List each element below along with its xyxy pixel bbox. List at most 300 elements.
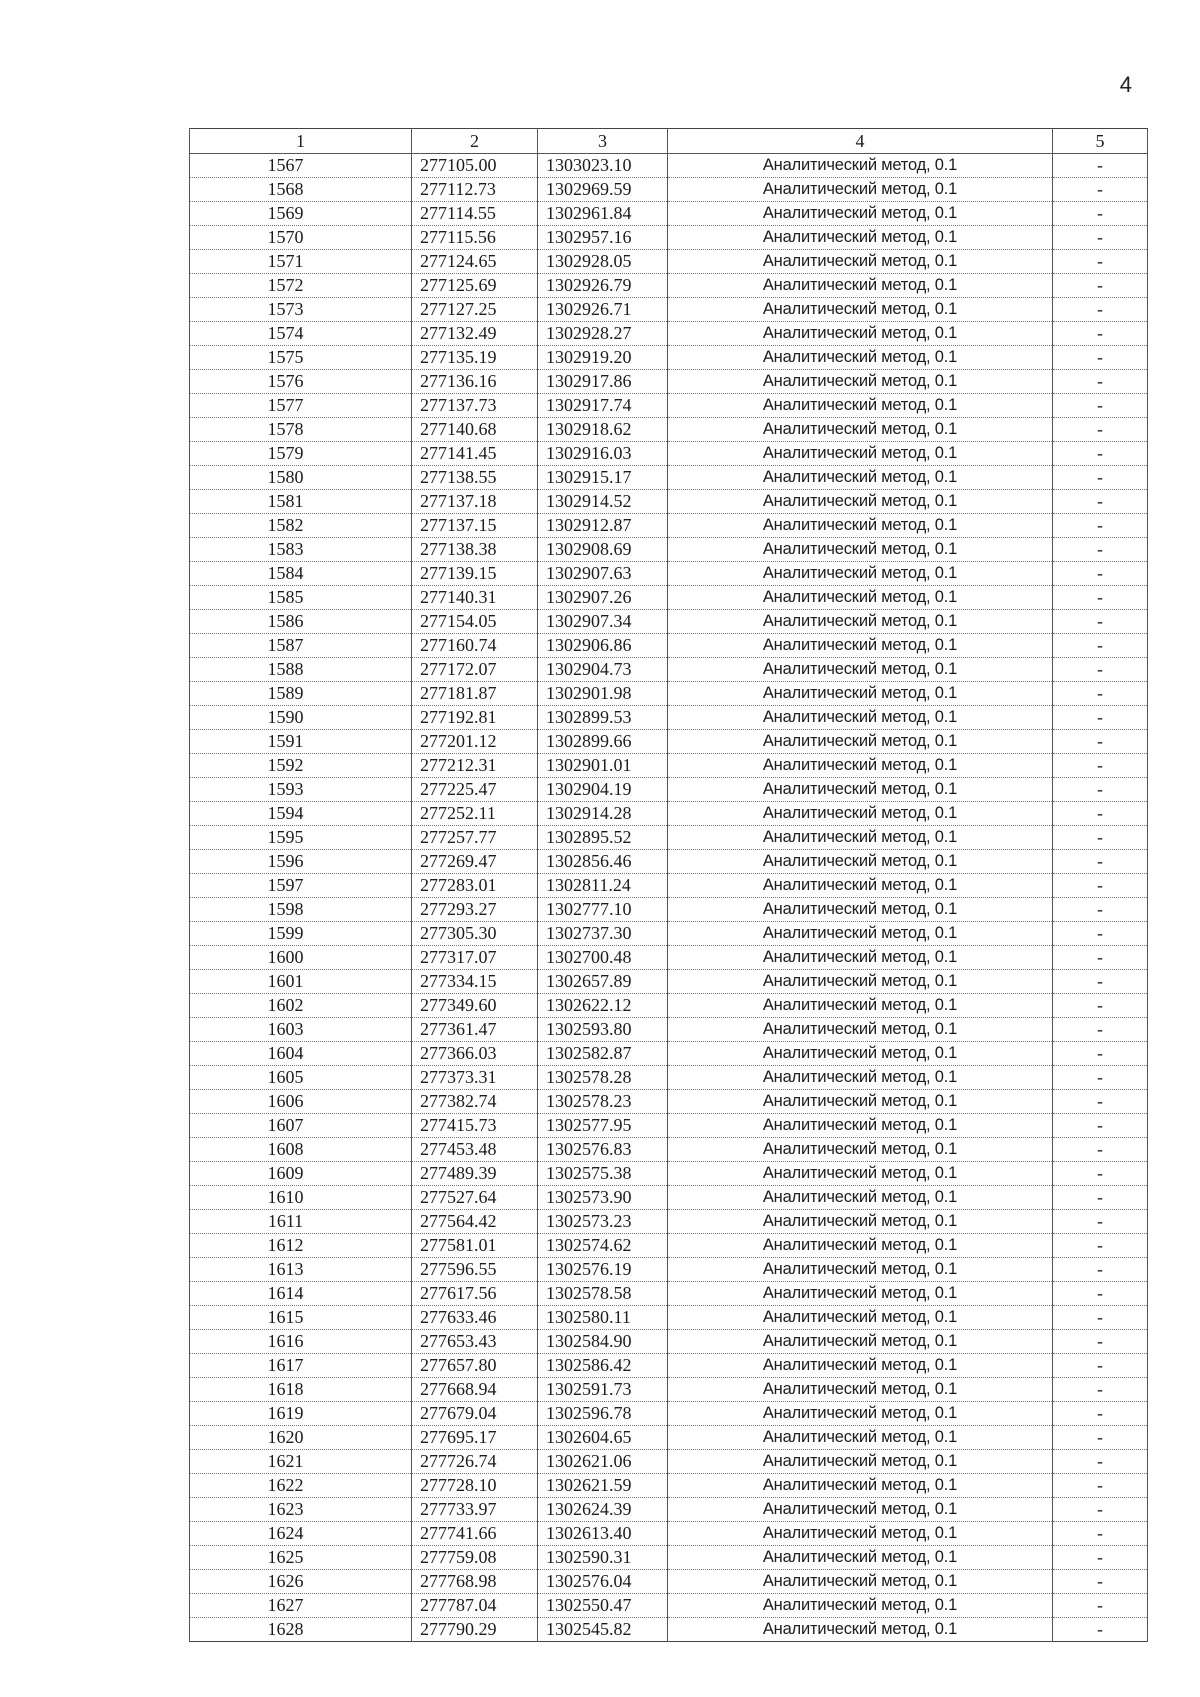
note-cell: - — [1053, 154, 1148, 178]
x-coordinate-cell: 277527.64 — [412, 1186, 538, 1210]
y-coordinate-cell: 1302576.19 — [538, 1258, 668, 1282]
y-coordinate-cell: 1302613.40 — [538, 1522, 668, 1546]
x-coordinate-cell: 277349.60 — [412, 994, 538, 1018]
method-accuracy-cell: Аналитический метод, 0.1 — [668, 1498, 1053, 1522]
point-number-cell: 1620 — [190, 1426, 412, 1450]
table-row — [190, 1234, 1148, 1258]
note-cell: - — [1053, 946, 1148, 970]
x-coordinate-cell: 277160.74 — [412, 634, 538, 658]
y-coordinate-cell: 1302578.28 — [538, 1066, 668, 1090]
table-row — [190, 802, 1148, 826]
point-number-cell: 1587 — [190, 634, 412, 658]
x-coordinate-cell: 277135.19 — [412, 346, 538, 370]
method-accuracy-cell: Аналитический метод, 0.1 — [668, 1234, 1053, 1258]
table-row — [190, 226, 1148, 250]
point-number-cell: 1591 — [190, 730, 412, 754]
y-coordinate-cell: 1302621.59 — [538, 1474, 668, 1498]
y-coordinate-cell: 1302586.42 — [538, 1354, 668, 1378]
table-row — [190, 394, 1148, 418]
y-coordinate-cell: 1302621.06 — [538, 1450, 668, 1474]
point-number-cell: 1592 — [190, 754, 412, 778]
point-number-cell: 1600 — [190, 946, 412, 970]
x-coordinate-cell: 277366.03 — [412, 1042, 538, 1066]
note-cell: - — [1053, 1114, 1148, 1138]
note-cell: - — [1053, 226, 1148, 250]
method-accuracy-cell: Аналитический метод, 0.1 — [668, 1354, 1053, 1378]
method-accuracy-cell: Аналитический метод, 0.1 — [668, 1186, 1053, 1210]
note-cell: - — [1053, 994, 1148, 1018]
x-coordinate-cell: 277415.73 — [412, 1114, 538, 1138]
x-coordinate-cell: 277139.15 — [412, 562, 538, 586]
method-accuracy-cell: Аналитический метод, 0.1 — [668, 1594, 1053, 1618]
table-row — [190, 826, 1148, 850]
y-coordinate-cell: 1302576.04 — [538, 1570, 668, 1594]
table-row — [190, 754, 1148, 778]
x-coordinate-cell: 277252.11 — [412, 802, 538, 826]
x-coordinate-cell: 277733.97 — [412, 1498, 538, 1522]
y-coordinate-cell: 1302573.90 — [538, 1186, 668, 1210]
method-accuracy-cell: Аналитический метод, 0.1 — [668, 1306, 1053, 1330]
method-accuracy-cell: Аналитический метод, 0.1 — [668, 1210, 1053, 1234]
method-accuracy-cell: Аналитический метод, 0.1 — [668, 346, 1053, 370]
point-number-cell: 1610 — [190, 1186, 412, 1210]
x-coordinate-cell: 277668.94 — [412, 1378, 538, 1402]
header-col-5: 5 — [1053, 129, 1148, 154]
y-coordinate-cell: 1302899.53 — [538, 706, 668, 730]
table-row — [190, 634, 1148, 658]
page-number: 4 — [1119, 72, 1132, 97]
x-coordinate-cell: 277257.77 — [412, 826, 538, 850]
table-row — [190, 994, 1148, 1018]
x-coordinate-cell: 277726.74 — [412, 1450, 538, 1474]
x-coordinate-cell: 277115.56 — [412, 226, 538, 250]
table-row — [190, 442, 1148, 466]
y-coordinate-cell: 1302582.87 — [538, 1042, 668, 1066]
note-cell: - — [1053, 874, 1148, 898]
note-cell: - — [1053, 1594, 1148, 1618]
x-coordinate-cell: 277633.46 — [412, 1306, 538, 1330]
table-row — [190, 922, 1148, 946]
x-coordinate-cell: 277212.31 — [412, 754, 538, 778]
method-accuracy-cell: Аналитический метод, 0.1 — [668, 370, 1053, 394]
header-col-3: 3 — [538, 129, 668, 154]
x-coordinate-cell: 277489.39 — [412, 1162, 538, 1186]
point-number-cell: 1574 — [190, 322, 412, 346]
x-coordinate-cell: 277741.66 — [412, 1522, 538, 1546]
y-coordinate-cell: 1302908.69 — [538, 538, 668, 562]
x-coordinate-cell: 277728.10 — [412, 1474, 538, 1498]
table-row — [190, 586, 1148, 610]
x-coordinate-cell: 277617.56 — [412, 1282, 538, 1306]
x-coordinate-cell: 277373.31 — [412, 1066, 538, 1090]
note-cell: - — [1053, 1306, 1148, 1330]
table-body — [190, 154, 1148, 1642]
note-cell: - — [1053, 634, 1148, 658]
y-coordinate-cell: 1302574.62 — [538, 1234, 668, 1258]
method-accuracy-cell: Аналитический метод, 0.1 — [668, 946, 1053, 970]
table-row — [190, 1066, 1148, 1090]
y-coordinate-cell: 1302777.10 — [538, 898, 668, 922]
note-cell: - — [1053, 1402, 1148, 1426]
y-coordinate-cell: 1302578.58 — [538, 1282, 668, 1306]
note-cell: - — [1053, 898, 1148, 922]
method-accuracy-cell: Аналитический метод, 0.1 — [668, 778, 1053, 802]
point-number-cell: 1593 — [190, 778, 412, 802]
note-cell: - — [1053, 442, 1148, 466]
table-row — [190, 850, 1148, 874]
x-coordinate-cell: 277201.12 — [412, 730, 538, 754]
y-coordinate-cell: 1302622.12 — [538, 994, 668, 1018]
method-accuracy-cell: Аналитический метод, 0.1 — [668, 1258, 1053, 1282]
method-accuracy-cell: Аналитический метод, 0.1 — [668, 154, 1053, 178]
method-accuracy-cell: Аналитический метод, 0.1 — [668, 898, 1053, 922]
point-number-cell: 1598 — [190, 898, 412, 922]
method-accuracy-cell: Аналитический метод, 0.1 — [668, 682, 1053, 706]
point-number-cell: 1619 — [190, 1402, 412, 1426]
note-cell: - — [1053, 802, 1148, 826]
y-coordinate-cell: 1302907.34 — [538, 610, 668, 634]
method-accuracy-cell: Аналитический метод, 0.1 — [668, 754, 1053, 778]
note-cell: - — [1053, 1546, 1148, 1570]
method-accuracy-cell: Аналитический метод, 0.1 — [668, 394, 1053, 418]
y-coordinate-cell: 1302907.63 — [538, 562, 668, 586]
table-row — [190, 1258, 1148, 1282]
method-accuracy-cell: Аналитический метод, 0.1 — [668, 874, 1053, 898]
table-row — [190, 658, 1148, 682]
y-coordinate-cell: 1302907.26 — [538, 586, 668, 610]
note-cell: - — [1053, 370, 1148, 394]
method-accuracy-cell: Аналитический метод, 0.1 — [668, 562, 1053, 586]
point-number-cell: 1623 — [190, 1498, 412, 1522]
table-row — [190, 778, 1148, 802]
y-coordinate-cell: 1302575.38 — [538, 1162, 668, 1186]
note-cell: - — [1053, 1378, 1148, 1402]
x-coordinate-cell: 277581.01 — [412, 1234, 538, 1258]
x-coordinate-cell: 277114.55 — [412, 202, 538, 226]
table-row — [190, 490, 1148, 514]
table-row — [190, 1402, 1148, 1426]
y-coordinate-cell: 1302604.65 — [538, 1426, 668, 1450]
y-coordinate-cell: 1302590.31 — [538, 1546, 668, 1570]
x-coordinate-cell: 277564.42 — [412, 1210, 538, 1234]
method-accuracy-cell: Аналитический метод, 0.1 — [668, 994, 1053, 1018]
table-row — [190, 1426, 1148, 1450]
x-coordinate-cell: 277140.31 — [412, 586, 538, 610]
table-row — [190, 514, 1148, 538]
note-cell: - — [1053, 1090, 1148, 1114]
point-number-cell: 1628 — [190, 1618, 412, 1642]
x-coordinate-cell: 277225.47 — [412, 778, 538, 802]
point-number-cell: 1580 — [190, 466, 412, 490]
table-row — [190, 1090, 1148, 1114]
method-accuracy-cell: Аналитический метод, 0.1 — [668, 466, 1053, 490]
y-coordinate-cell: 1302926.79 — [538, 274, 668, 298]
method-accuracy-cell: Аналитический метод, 0.1 — [668, 1114, 1053, 1138]
point-number-cell: 1576 — [190, 370, 412, 394]
table-row — [190, 274, 1148, 298]
note-cell: - — [1053, 1498, 1148, 1522]
note-cell: - — [1053, 1522, 1148, 1546]
point-number-cell: 1575 — [190, 346, 412, 370]
note-cell: - — [1053, 778, 1148, 802]
y-coordinate-cell: 1302928.27 — [538, 322, 668, 346]
note-cell: - — [1053, 1258, 1148, 1282]
table-row — [190, 1450, 1148, 1474]
y-coordinate-cell: 1302578.23 — [538, 1090, 668, 1114]
method-accuracy-cell: Аналитический метод, 0.1 — [668, 706, 1053, 730]
x-coordinate-cell: 277125.69 — [412, 274, 538, 298]
note-cell: - — [1053, 658, 1148, 682]
note-cell: - — [1053, 1282, 1148, 1306]
note-cell: - — [1053, 322, 1148, 346]
table-row — [190, 706, 1148, 730]
method-accuracy-cell: Аналитический метод, 0.1 — [668, 802, 1053, 826]
table-row — [190, 1474, 1148, 1498]
method-accuracy-cell: Аналитический метод, 0.1 — [668, 202, 1053, 226]
table-row — [190, 1354, 1148, 1378]
note-cell: - — [1053, 730, 1148, 754]
y-coordinate-cell: 1302906.86 — [538, 634, 668, 658]
method-accuracy-cell: Аналитический метод, 0.1 — [668, 730, 1053, 754]
y-coordinate-cell: 1302957.16 — [538, 226, 668, 250]
y-coordinate-cell: 1302624.39 — [538, 1498, 668, 1522]
header-col-4: 4 — [668, 129, 1053, 154]
y-coordinate-cell: 1303023.10 — [538, 154, 668, 178]
y-coordinate-cell: 1302899.66 — [538, 730, 668, 754]
y-coordinate-cell: 1302961.84 — [538, 202, 668, 226]
table-row — [190, 898, 1148, 922]
y-coordinate-cell: 1302584.90 — [538, 1330, 668, 1354]
note-cell: - — [1053, 586, 1148, 610]
point-number-cell: 1594 — [190, 802, 412, 826]
point-number-cell: 1601 — [190, 970, 412, 994]
point-number-cell: 1596 — [190, 850, 412, 874]
note-cell: - — [1053, 490, 1148, 514]
point-number-cell: 1626 — [190, 1570, 412, 1594]
point-number-cell: 1609 — [190, 1162, 412, 1186]
method-accuracy-cell: Аналитический метод, 0.1 — [668, 1378, 1053, 1402]
point-number-cell: 1604 — [190, 1042, 412, 1066]
table-row — [190, 466, 1148, 490]
note-cell: - — [1053, 394, 1148, 418]
x-coordinate-cell: 277768.98 — [412, 1570, 538, 1594]
note-cell: - — [1053, 754, 1148, 778]
y-coordinate-cell: 1302916.03 — [538, 442, 668, 466]
method-accuracy-cell: Аналитический метод, 0.1 — [668, 178, 1053, 202]
point-number-cell: 1579 — [190, 442, 412, 466]
y-coordinate-cell: 1302591.73 — [538, 1378, 668, 1402]
y-coordinate-cell: 1302901.98 — [538, 682, 668, 706]
point-number-cell: 1572 — [190, 274, 412, 298]
method-accuracy-cell: Аналитический метод, 0.1 — [668, 538, 1053, 562]
method-accuracy-cell: Аналитический метод, 0.1 — [668, 514, 1053, 538]
point-number-cell: 1569 — [190, 202, 412, 226]
table-row — [190, 1138, 1148, 1162]
point-number-cell: 1607 — [190, 1114, 412, 1138]
point-number-cell: 1595 — [190, 826, 412, 850]
point-number-cell: 1616 — [190, 1330, 412, 1354]
y-coordinate-cell: 1302969.59 — [538, 178, 668, 202]
y-coordinate-cell: 1302895.52 — [538, 826, 668, 850]
note-cell: - — [1053, 1162, 1148, 1186]
point-number-cell: 1615 — [190, 1306, 412, 1330]
note-cell: - — [1053, 250, 1148, 274]
method-accuracy-cell: Аналитический метод, 0.1 — [668, 442, 1053, 466]
y-coordinate-cell: 1302657.89 — [538, 970, 668, 994]
note-cell: - — [1053, 922, 1148, 946]
y-coordinate-cell: 1302576.83 — [538, 1138, 668, 1162]
table-row — [190, 1306, 1148, 1330]
point-number-cell: 1617 — [190, 1354, 412, 1378]
point-number-cell: 1588 — [190, 658, 412, 682]
y-coordinate-cell: 1302545.82 — [538, 1618, 668, 1642]
note-cell: - — [1053, 514, 1148, 538]
x-coordinate-cell: 277172.07 — [412, 658, 538, 682]
y-coordinate-cell: 1302928.05 — [538, 250, 668, 274]
table-header — [190, 129, 1148, 154]
table-row — [190, 1546, 1148, 1570]
note-cell: - — [1053, 1354, 1148, 1378]
method-accuracy-cell: Аналитический метод, 0.1 — [668, 826, 1053, 850]
point-number-cell: 1597 — [190, 874, 412, 898]
point-number-cell: 1578 — [190, 418, 412, 442]
method-accuracy-cell: Аналитический метод, 0.1 — [668, 1042, 1053, 1066]
point-number-cell: 1589 — [190, 682, 412, 706]
y-coordinate-cell: 1302926.71 — [538, 298, 668, 322]
method-accuracy-cell: Аналитический метод, 0.1 — [668, 1618, 1053, 1642]
point-number-cell: 1625 — [190, 1546, 412, 1570]
method-accuracy-cell: Аналитический метод, 0.1 — [668, 850, 1053, 874]
table-row — [190, 154, 1148, 178]
note-cell: - — [1053, 202, 1148, 226]
x-coordinate-cell: 277154.05 — [412, 610, 538, 634]
y-coordinate-cell: 1302904.19 — [538, 778, 668, 802]
header-row — [190, 129, 1148, 154]
method-accuracy-cell: Аналитический метод, 0.1 — [668, 1402, 1053, 1426]
method-accuracy-cell: Аналитический метод, 0.1 — [668, 658, 1053, 682]
note-cell: - — [1053, 970, 1148, 994]
y-coordinate-cell: 1302917.74 — [538, 394, 668, 418]
method-accuracy-cell: Аналитический метод, 0.1 — [668, 1570, 1053, 1594]
x-coordinate-cell: 277137.15 — [412, 514, 538, 538]
point-number-cell: 1590 — [190, 706, 412, 730]
table-row — [190, 970, 1148, 994]
table-row — [190, 370, 1148, 394]
x-coordinate-cell: 277787.04 — [412, 1594, 538, 1618]
method-accuracy-cell: Аналитический метод, 0.1 — [668, 274, 1053, 298]
x-coordinate-cell: 277136.16 — [412, 370, 538, 394]
y-coordinate-cell: 1302593.80 — [538, 1018, 668, 1042]
note-cell: - — [1053, 1234, 1148, 1258]
x-coordinate-cell: 277695.17 — [412, 1426, 538, 1450]
table-row — [190, 1186, 1148, 1210]
x-coordinate-cell: 277192.81 — [412, 706, 538, 730]
x-coordinate-cell: 277105.00 — [412, 154, 538, 178]
method-accuracy-cell: Аналитический метод, 0.1 — [668, 1546, 1053, 1570]
point-number-cell: 1603 — [190, 1018, 412, 1042]
note-cell: - — [1053, 1450, 1148, 1474]
y-coordinate-cell: 1302914.28 — [538, 802, 668, 826]
point-number-cell: 1581 — [190, 490, 412, 514]
point-number-cell: 1624 — [190, 1522, 412, 1546]
y-coordinate-cell: 1302856.46 — [538, 850, 668, 874]
header-col-1: 1 — [190, 129, 412, 154]
y-coordinate-cell: 1302737.30 — [538, 922, 668, 946]
point-number-cell: 1586 — [190, 610, 412, 634]
x-coordinate-cell: 277127.25 — [412, 298, 538, 322]
table-row — [190, 730, 1148, 754]
x-coordinate-cell: 277137.18 — [412, 490, 538, 514]
table-row — [190, 1018, 1148, 1042]
x-coordinate-cell: 277132.49 — [412, 322, 538, 346]
y-coordinate-cell: 1302915.17 — [538, 466, 668, 490]
method-accuracy-cell: Аналитический метод, 0.1 — [668, 1450, 1053, 1474]
y-coordinate-cell: 1302904.73 — [538, 658, 668, 682]
table-row — [190, 418, 1148, 442]
method-accuracy-cell: Аналитический метод, 0.1 — [668, 250, 1053, 274]
x-coordinate-cell: 277141.45 — [412, 442, 538, 466]
table-row — [190, 610, 1148, 634]
table-row — [190, 322, 1148, 346]
method-accuracy-cell: Аналитический метод, 0.1 — [668, 586, 1053, 610]
method-accuracy-cell: Аналитический метод, 0.1 — [668, 1282, 1053, 1306]
note-cell: - — [1053, 346, 1148, 370]
point-number-cell: 1567 — [190, 154, 412, 178]
note-cell: - — [1053, 1426, 1148, 1450]
table-row — [190, 202, 1148, 226]
table-row — [190, 1114, 1148, 1138]
note-cell: - — [1053, 706, 1148, 730]
note-cell: - — [1053, 562, 1148, 586]
point-number-cell: 1612 — [190, 1234, 412, 1258]
table-row — [190, 1378, 1148, 1402]
table-row — [190, 1282, 1148, 1306]
y-coordinate-cell: 1302901.01 — [538, 754, 668, 778]
note-cell: - — [1053, 274, 1148, 298]
note-cell: - — [1053, 850, 1148, 874]
table-row — [190, 1498, 1148, 1522]
note-cell: - — [1053, 610, 1148, 634]
point-number-cell: 1571 — [190, 250, 412, 274]
method-accuracy-cell: Аналитический метод, 0.1 — [668, 1018, 1053, 1042]
point-number-cell: 1584 — [190, 562, 412, 586]
table-row — [190, 946, 1148, 970]
table-row — [190, 1594, 1148, 1618]
x-coordinate-cell: 277334.15 — [412, 970, 538, 994]
y-coordinate-cell: 1302577.95 — [538, 1114, 668, 1138]
note-cell: - — [1053, 1570, 1148, 1594]
method-accuracy-cell: Аналитический метод, 0.1 — [668, 1426, 1053, 1450]
x-coordinate-cell: 277317.07 — [412, 946, 538, 970]
table-row — [190, 1162, 1148, 1186]
note-cell: - — [1053, 826, 1148, 850]
note-cell: - — [1053, 1186, 1148, 1210]
y-coordinate-cell: 1302914.52 — [538, 490, 668, 514]
method-accuracy-cell: Аналитический метод, 0.1 — [668, 1474, 1053, 1498]
y-coordinate-cell: 1302573.23 — [538, 1210, 668, 1234]
x-coordinate-cell: 277759.08 — [412, 1546, 538, 1570]
method-accuracy-cell: Аналитический метод, 0.1 — [668, 634, 1053, 658]
method-accuracy-cell: Аналитический метод, 0.1 — [668, 922, 1053, 946]
y-coordinate-cell: 1302700.48 — [538, 946, 668, 970]
point-number-cell: 1618 — [190, 1378, 412, 1402]
note-cell: - — [1053, 1066, 1148, 1090]
y-coordinate-cell: 1302580.11 — [538, 1306, 668, 1330]
y-coordinate-cell: 1302811.24 — [538, 874, 668, 898]
point-number-cell: 1605 — [190, 1066, 412, 1090]
point-number-cell: 1608 — [190, 1138, 412, 1162]
x-coordinate-cell: 277361.47 — [412, 1018, 538, 1042]
